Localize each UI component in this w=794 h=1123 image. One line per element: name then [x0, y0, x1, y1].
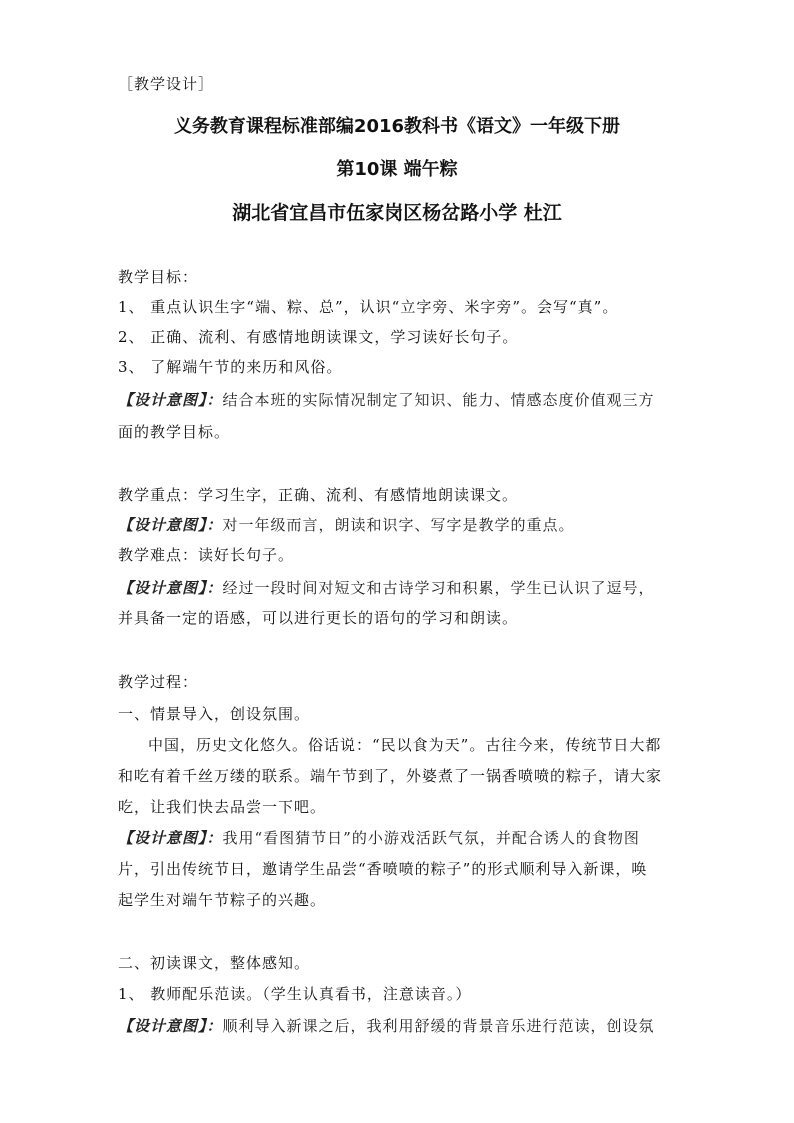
- document-title: 义务教育课程标准部编2016教科书《语文》一年级下册: [173, 116, 621, 137]
- author-line: 湖北省宜昌市伍家岗区杨岔路小学 杜江: [232, 202, 562, 224]
- step-item: 1、 教师配乐范读。（学生认真看书，注意读音。）: [118, 985, 472, 1003]
- paragraph-line: 吃，让我们快去品尝一下吧。: [118, 798, 327, 816]
- goal-item: 3、 了解端午节的来历和风俗。: [118, 358, 343, 376]
- section-heading: 二、初读课文，整体感知。: [118, 954, 311, 972]
- design-intent-focus: [118, 514, 678, 535]
- design-intent-text: 结合本班的实际情况制定了知识、能力、情感态度价值观三方: [222, 391, 655, 409]
- design-intent-difficulty: [118, 577, 678, 598]
- design-intent-text: 顺利导入新课之后，我利用舒缓的背景音乐进行范读，创设氛: [222, 1017, 655, 1035]
- design-intent-continuation: 面的教学目标。: [118, 423, 231, 441]
- design-intent-continuation: 并具备一定的语感，可以进行更长的语句的学习和朗读。: [118, 609, 519, 627]
- goals-heading: 教学目标：: [118, 268, 199, 286]
- design-intent-intro: [118, 827, 678, 848]
- design-intent-label: 【设计意图】：: [118, 391, 223, 409]
- document-tag: ［教学设计］: [118, 75, 215, 93]
- design-intent-reading: [118, 1015, 678, 1036]
- design-intent-label: 【设计意图】：: [118, 829, 223, 847]
- design-intent-continuation: 起学生对端午节粽子的兴趣。: [118, 891, 327, 909]
- design-intent-label: 【设计意图】：: [118, 579, 223, 597]
- design-intent-text: 对一年级而言，朗读和识字、写字是教学的重点。: [222, 516, 575, 534]
- design-intent-label: 【设计意图】：: [118, 1017, 223, 1035]
- design-intent-goals: [118, 389, 678, 410]
- design-intent-continuation: 片，引出传统节日，邀请学生品尝“香喷喷的粽子”的形式顺利导入新课，唤: [118, 860, 648, 878]
- teaching-focus: 教学重点：学习生字，正确、流利、有感情地朗读课文。: [118, 486, 519, 504]
- paragraph-line: 和吃有着千丝万缕的联系。端午节到了，外婆煮了一锅香喷喷的粽子，请大家: [118, 767, 663, 785]
- paragraph-line: 中国，历史文化悠久。俗话说：“民以食为天”。古往今来，传统节日大都: [148, 736, 662, 754]
- lesson-title: 第10课 端午粽: [336, 159, 458, 180]
- section-heading: 一、情景导入，创设氛围。: [118, 705, 311, 723]
- goal-item: 1、 重点认识生字“端、粽、总”，认识“立字旁、米字旁”。会写“真”。: [118, 298, 619, 316]
- design-intent-text: 我用“看图猜节日”的小游戏活跃气氛，并配合诱人的食物图: [222, 829, 640, 847]
- design-intent-text: 经过一段时间对短文和古诗学习和积累，学生已认识了逗号，: [222, 579, 655, 597]
- teaching-difficulty: 教学难点：读好长句子。: [118, 546, 295, 564]
- process-heading: 教学过程：: [118, 673, 199, 691]
- design-intent-label: 【设计意图】：: [118, 516, 223, 534]
- goal-item: 2、 正确、流利、有感情地朗读课文，学习读好长句子。: [118, 328, 519, 346]
